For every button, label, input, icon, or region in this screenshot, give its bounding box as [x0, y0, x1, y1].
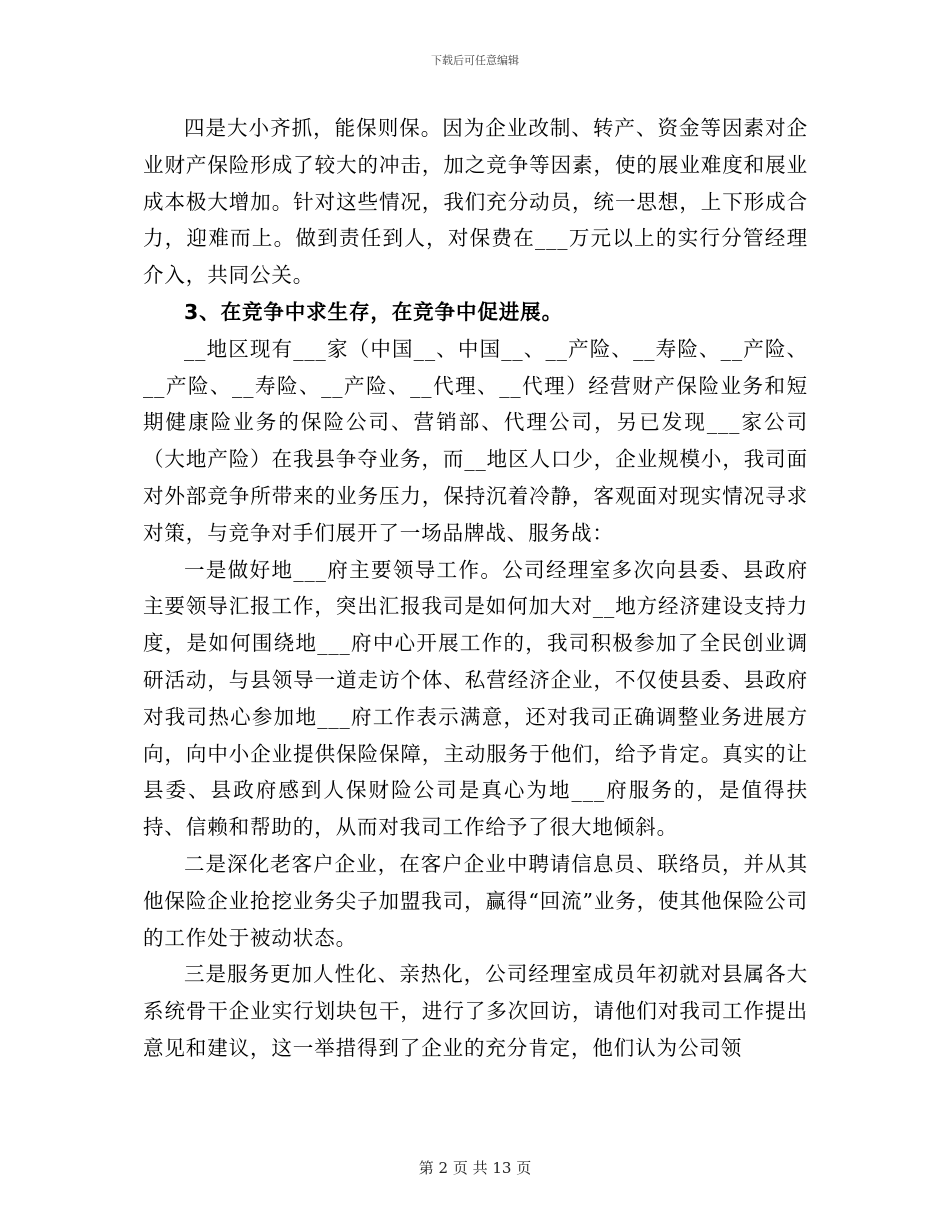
- paragraph-three-service: 三是服务更加人性化、亲热化，公司经理室成员年初就对县属各大系统骨干企业实行划块包干，进行了多次回访，请他们对我司工作提出意见和建议，这一举措得到了企业的充分肯定，他们认为公司领: [143, 962, 808, 1060]
- section-heading-3: 3、在竞争中求生存，在竞争中促进展。: [184, 299, 563, 324]
- page-number: 第 2 页 共 13 页: [418, 1159, 532, 1177]
- document-body: [143, 110, 808, 1067]
- paragraph-one-government-work: 一是做好地___府主要领导工作。公司经理室多次向县委、县政府主要领导汇报工作，突出汇报我司是如何加大对__地方经济建设支持力度，是如何围绕地___府中心开展工作的，我司积极参加了全民创业调研活动，与县领导一道走访个体、私营经济企业，不仅使县委、县政府对我司热心参加地___府工作表示满意，还对我司正确调整业务进展方向，向中小企业提供保险保障，主动服务于他们，给予肯定。真实的让县委、县政府感到人保财险公司是真心为地___府服务的，是值得扶持、信赖和帮助的，从而对我司工作给予了很大地倾斜。: [143, 557, 808, 840]
- paragraph-regional-competition: __地区现有___家（中国__、中国__、__产险、__寿险、__产险、__产险、__寿险、__产险、__代理、__代理）经营财产保险业务和短期健康险业务的保险公司、营销部、代理公司，另已发现___家公司（大地产险）在我县争夺业务，而__地区人口少，企业规模小，我司面对外部竞争所带来的业务压力，保持沉着冷静，客观面对现实情况寻求对策，与竞争对手们展开了一场品牌战、服务战：: [143, 336, 808, 545]
- paragraph-two-old-clients: 二是深化老客户企业，在客户企业中聘请信息员、联络员，并从其他保险企业抢挖业务尖子加盟我司，赢得“回流”业务，使其他保险公司的工作处于被动状态。: [143, 851, 808, 950]
- paragraph-four-small-and-large: 四是大小齐抓，能保则保。因为企业改制、转产、资金等因素对企业财产保险形成了较大的冲击，加之竞争等因素，使的展业难度和展业成本极大增加。针对这些情况，我们充分动员，统一思想，上下形成合力，迎难而上。做到责任到人，对保费在___万元以上的实行分管经理介入，共同公关。: [143, 116, 808, 288]
- page-header: 下载后可任意编辑: [431, 54, 519, 67]
